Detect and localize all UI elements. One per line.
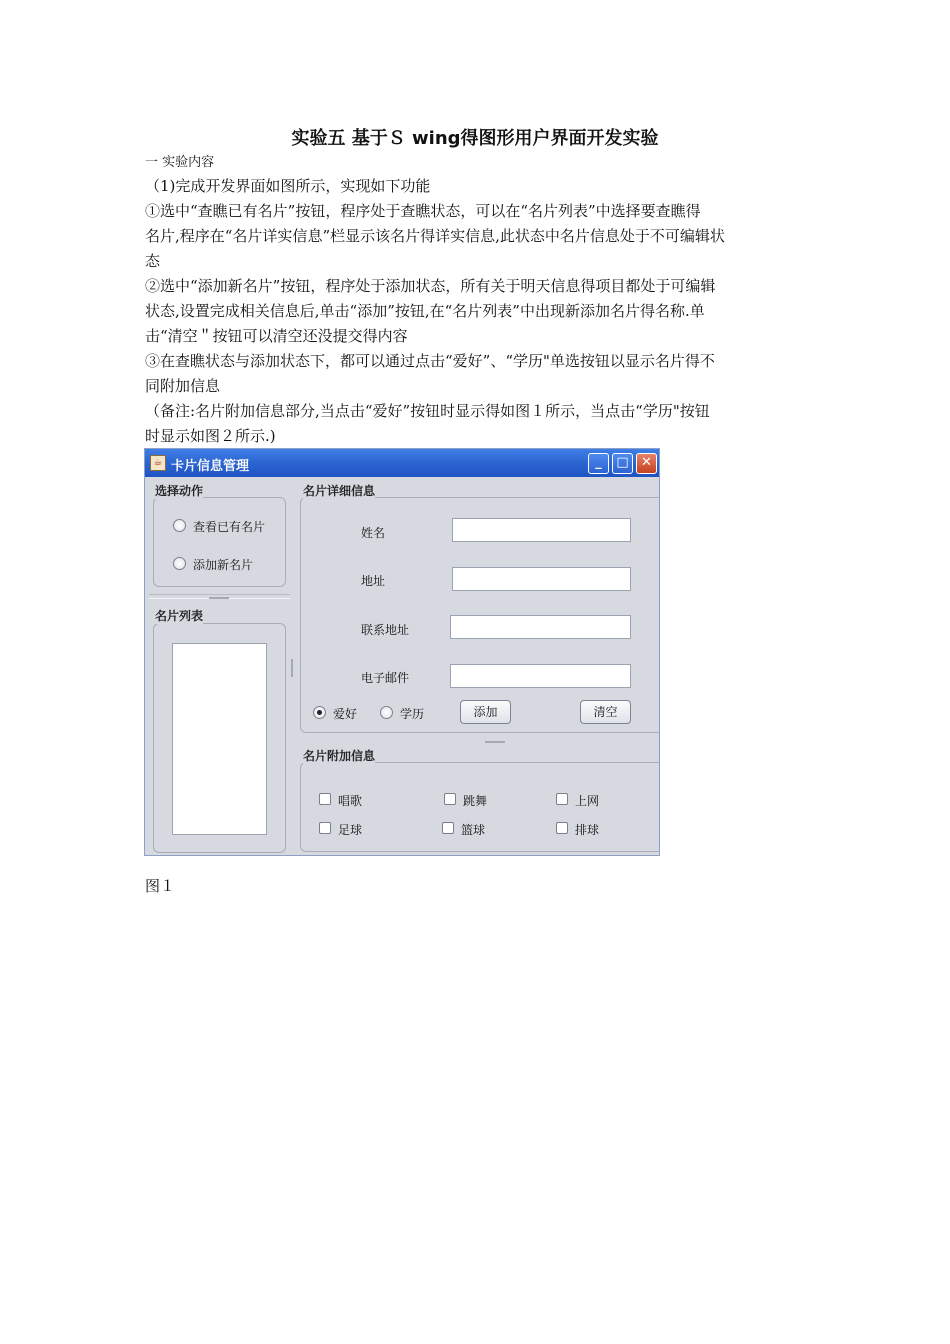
checkbox-dance-label: 跳舞	[463, 794, 488, 808]
radio-hobby-label: 爱好	[333, 707, 358, 721]
split-grip-left[interactable]	[209, 597, 229, 599]
card-list[interactable]	[172, 643, 267, 835]
extra-info-group-label: 名片附加信息	[303, 749, 376, 763]
close-button[interactable]: ✕	[636, 453, 657, 474]
radio-view-cards-label: 查看已有名片	[193, 520, 266, 534]
maximize-button[interactable]: □	[612, 453, 633, 474]
radio-hobby[interactable]	[313, 706, 326, 719]
checkbox-internet-label: 上网	[575, 794, 600, 808]
doc-line-1: （1)完成开发界面如图所示，实现如下功能	[145, 177, 431, 195]
checkbox-sing-label: 唱歌	[338, 794, 363, 808]
address-label: 地址	[361, 574, 386, 588]
doc-line-9: 同附加信息	[145, 377, 221, 395]
doc-line-11: 时显示如图２所示.)	[145, 427, 276, 445]
window-titlebar	[145, 449, 659, 477]
split-grip-vertical[interactable]	[291, 659, 293, 677]
app-window-screenshot	[144, 448, 660, 856]
add-button[interactable]: 添加	[460, 700, 511, 724]
email-label: 电子邮件	[361, 671, 410, 685]
figure-caption: 图１	[145, 877, 176, 895]
java-cup-icon: ☕	[150, 455, 166, 471]
checkbox-basketball-label: 篮球	[461, 823, 486, 837]
doc-title: 实验五 基于Ｓ wing得图形用户界面开发实验	[291, 128, 659, 149]
name-label: 姓名	[361, 526, 386, 540]
radio-add-card[interactable]	[173, 557, 186, 570]
checkbox-basketball[interactable]	[442, 822, 454, 834]
checkbox-internet[interactable]	[556, 793, 568, 805]
window-title: 卡片信息管理	[171, 459, 250, 474]
checkbox-volleyball[interactable]	[556, 822, 568, 834]
action-group-label: 选择动作	[155, 484, 204, 498]
doc-line-8: ③在查瞧状态与添加状态下，都可以通过点击“爱好”、“学历"单选按钮以显示名片得不	[145, 352, 715, 370]
radio-add-card-label: 添加新名片	[193, 558, 254, 572]
radio-education-label: 学历	[400, 707, 425, 721]
action-group-box	[153, 497, 286, 587]
doc-line-7: 击“清空＂按钮可以清空还没提交得内容	[145, 327, 408, 345]
minimize-button[interactable]: _	[588, 453, 609, 474]
checkbox-dance[interactable]	[444, 793, 456, 805]
card-list-group-label: 名片列表	[155, 609, 204, 623]
address-field[interactable]	[452, 567, 631, 591]
checkbox-football-label: 足球	[338, 823, 363, 837]
doc-line-3: 名片,程序在“名片详实信息”栏显示该名片得详实信息,此状态中名片信息处于不可编辑状	[145, 227, 725, 245]
contact-address-field[interactable]	[450, 615, 631, 639]
radio-view-cards[interactable]	[173, 519, 186, 532]
radio-education[interactable]	[380, 706, 393, 719]
section-heading: 一 实验内容	[145, 155, 215, 170]
doc-line-2: ①选中“查瞧已有名片”按钮，程序处于查瞧状态，可以在“名片列表”中选择要查瞧得	[145, 202, 701, 220]
doc-line-10: （备注:名片附加信息部分,当点击“爱好”按钮时显示得如图１所示，当点击“学历"按钮	[145, 402, 710, 420]
checkbox-sing[interactable]	[319, 793, 331, 805]
checkbox-volleyball-label: 排球	[575, 823, 600, 837]
detail-group-label: 名片详细信息	[303, 484, 376, 498]
doc-line-4: 态	[145, 252, 161, 270]
checkbox-football[interactable]	[319, 822, 331, 834]
doc-line-6: 状态,设置完成相关信息后,单击“添加”按钮,在“名片列表”中出现新添加名片得名称.单	[145, 302, 705, 320]
split-grip-right[interactable]	[485, 741, 505, 743]
doc-line-5: ②选中“添加新名片”按钮，程序处于添加状态，所有关于明天信息得项目都处于可编辑	[145, 277, 716, 295]
email-field[interactable]	[450, 664, 631, 688]
contact-address-label: 联系地址	[361, 623, 410, 637]
clear-button[interactable]: 清空	[580, 700, 631, 724]
name-field[interactable]	[452, 518, 631, 542]
